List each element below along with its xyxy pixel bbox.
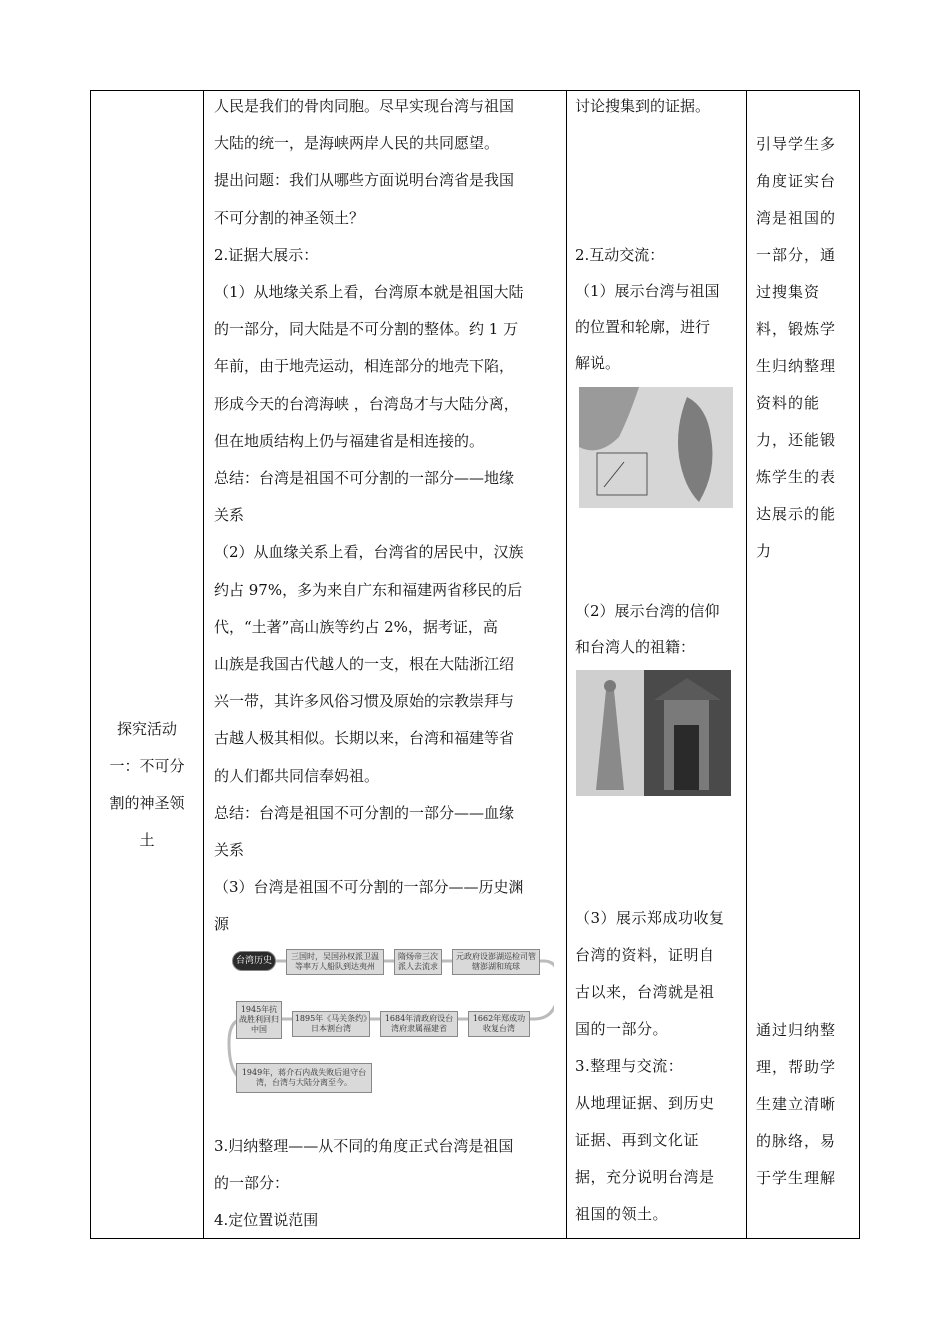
text-line: 3.归纳整理——从不同的角度正式台湾是祖国 bbox=[214, 1137, 514, 1155]
mazu-statue-photo bbox=[576, 670, 644, 796]
text-line: 台湾的资料，证明自 bbox=[575, 946, 715, 964]
activity-label-line: 土 bbox=[139, 831, 155, 849]
timeline-event: 1684年清政府设台湾府隶属福建省 bbox=[380, 1011, 458, 1037]
student-block-history bbox=[575, 900, 725, 1233]
timeline-event: 1949年，蒋介石内战失败后退守台湾，台湾与大陆分离至今。 bbox=[236, 1063, 372, 1093]
text-line: 的位置和轮廓，进行 bbox=[575, 318, 711, 336]
text-line: 达展示的能 bbox=[756, 505, 837, 523]
text-line: 但在地质结构上仍与福建省是相连接的。 bbox=[214, 431, 485, 450]
activity-label bbox=[91, 711, 203, 859]
design-intent-column bbox=[747, 91, 861, 1238]
text-line: 源 bbox=[214, 915, 230, 934]
text-line: 湾是祖国的 bbox=[756, 209, 837, 227]
text-line: 据，充分说明台湾是 bbox=[575, 1168, 715, 1186]
text-line: 年前，由于地壳运动，相连部分的地壳下陷， bbox=[214, 357, 515, 376]
text-line: 角度证实台 bbox=[756, 172, 837, 190]
text-line: 力，还能锻 bbox=[756, 431, 837, 449]
text-line: 祖国的领土。 bbox=[575, 1205, 669, 1223]
taiwan-map-image bbox=[579, 387, 733, 508]
text-line: 炼学生的表 bbox=[756, 468, 837, 486]
text-line: 过搜集资 bbox=[756, 283, 821, 301]
student-block-belief bbox=[575, 593, 720, 665]
text-line: 古越人极其相似。长期以来，台湾和福建等省 bbox=[214, 729, 515, 748]
timeline-event: 隋炀帝三次派人去流求 bbox=[394, 949, 442, 975]
text-line: 兴一带，其许多风俗习惯及原始的宗教崇拜与 bbox=[214, 692, 515, 711]
intent-block-1 bbox=[756, 126, 836, 570]
text-line: 形成今天的台湾海峡 ，台湾岛才与大陆分离， bbox=[214, 394, 519, 413]
text-line: 2.互动交流： bbox=[575, 246, 665, 264]
text-line: 证据、再到文化证 bbox=[575, 1131, 700, 1149]
activity-label-line: 割的神圣领 bbox=[109, 794, 185, 812]
text-line: 4.定位置说范围 bbox=[214, 1211, 319, 1229]
activity-label-line: 一：不可分 bbox=[109, 757, 185, 775]
text-line: 大陆的统一，是海峡两岸人民的共同愿望。 bbox=[214, 134, 500, 153]
text-line: 生建立清晰 bbox=[756, 1095, 837, 1113]
timeline-head: 台湾历史 bbox=[232, 951, 276, 971]
student-activity-column bbox=[567, 91, 746, 1238]
text-line: 人民是我们的骨肉同胞。尽早实现台湾与祖国 bbox=[214, 97, 515, 115]
text-line: 提出问题：我们从哪些方面说明台湾省是我国 bbox=[214, 171, 515, 190]
text-line: 和台湾人的祖籍： bbox=[575, 638, 696, 656]
statue-illustration bbox=[576, 670, 644, 796]
map-illustration bbox=[579, 387, 733, 508]
lesson-table bbox=[90, 90, 860, 1239]
student-block-interaction bbox=[575, 237, 720, 381]
teacher-text bbox=[214, 88, 524, 944]
text-line: 的一部分： bbox=[214, 1174, 290, 1192]
text-line: 古以来，台湾就是祖 bbox=[575, 983, 715, 1001]
text-line: 关系 bbox=[214, 506, 245, 525]
text-line: （3）展示郑成功收复 bbox=[575, 909, 725, 927]
text-line: （1）展示台湾与祖国 bbox=[575, 282, 720, 300]
text-line: 山族是我国古代越人的一支，根在大陆浙江绍 bbox=[214, 655, 515, 674]
text-line: 引导学生多 bbox=[756, 135, 837, 153]
text-line: 的人们都共同信奉妈祖。 bbox=[214, 766, 380, 785]
text-line: （2）展示台湾的信仰 bbox=[575, 602, 720, 620]
intent-block-2 bbox=[756, 1012, 836, 1197]
temple-illustration bbox=[644, 670, 731, 796]
text-line: （3）台湾是祖国不可分割的一部分——历史渊 bbox=[214, 878, 524, 897]
teacher-text-after-timeline bbox=[214, 1128, 513, 1239]
activity-label-line: 探究活动 bbox=[116, 720, 177, 738]
text-line: 总结：台湾是祖国不可分割的一部分——血缘 bbox=[214, 803, 515, 822]
text-line: 理，帮助学 bbox=[756, 1058, 837, 1076]
text-line: 代，“土著”高山族等约占 2%，据考证，高 bbox=[214, 617, 498, 636]
text-line: 3.整理与交流： bbox=[575, 1057, 684, 1075]
text-line: （2）从血缘关系上看，台湾省的居民中，汉族 bbox=[214, 543, 524, 562]
text-line: 于学生理解 bbox=[756, 1169, 837, 1187]
text-line: 料，锻炼学 bbox=[756, 320, 837, 338]
text-line: 通过归纳整 bbox=[756, 1021, 837, 1039]
text-line: 从地理证据、到历史 bbox=[575, 1094, 715, 1112]
text-line: 资料的能 bbox=[756, 394, 821, 412]
timeline-event: 1662年郑成功收复台湾 bbox=[468, 1011, 530, 1037]
text-line: 一部分，通 bbox=[756, 246, 837, 264]
text-line: 的一部分，同大陆是不可分割的整体。约 1 万 bbox=[214, 320, 519, 339]
text-line: （1）从地缘关系上看，台湾原本就是祖国大陆 bbox=[214, 283, 524, 302]
text-line: 不可分割的神圣领土？ bbox=[214, 208, 365, 227]
text-line: 关系 bbox=[214, 841, 245, 860]
text-line: 国的一部分。 bbox=[575, 1020, 669, 1038]
student-text-top: 讨论搜集到的证据。 bbox=[575, 97, 711, 115]
text-line: 解说。 bbox=[575, 354, 621, 372]
ancestral-temple-photo bbox=[644, 670, 731, 796]
timeline-event: 1945年抗战胜利回归中国 bbox=[236, 1001, 282, 1039]
text-line: 生归纳整理 bbox=[756, 357, 837, 375]
timeline-event: 三国时，吴国孙权派卫温等率万人船队到达夷州 bbox=[286, 949, 384, 975]
timeline-event: 元政府设澎湖巡检司管辖澎湖和琉球 bbox=[452, 949, 540, 975]
activity-column bbox=[91, 91, 203, 1238]
timeline-event: 1895年《马关条约》日本割台湾 bbox=[292, 1011, 370, 1037]
text-line: 力 bbox=[756, 542, 773, 560]
text-line: 2.证据大展示： bbox=[214, 245, 319, 264]
taiwan-history-timeline bbox=[224, 943, 554, 1108]
teacher-activity-column bbox=[204, 91, 566, 1238]
text-line: 总结：台湾是祖国不可分割的一部分——地缘 bbox=[214, 469, 515, 488]
text-line: 的脉络，易 bbox=[756, 1132, 837, 1150]
text-line: 约占 97%，多为来自广东和福建两省移民的后 bbox=[214, 580, 523, 599]
